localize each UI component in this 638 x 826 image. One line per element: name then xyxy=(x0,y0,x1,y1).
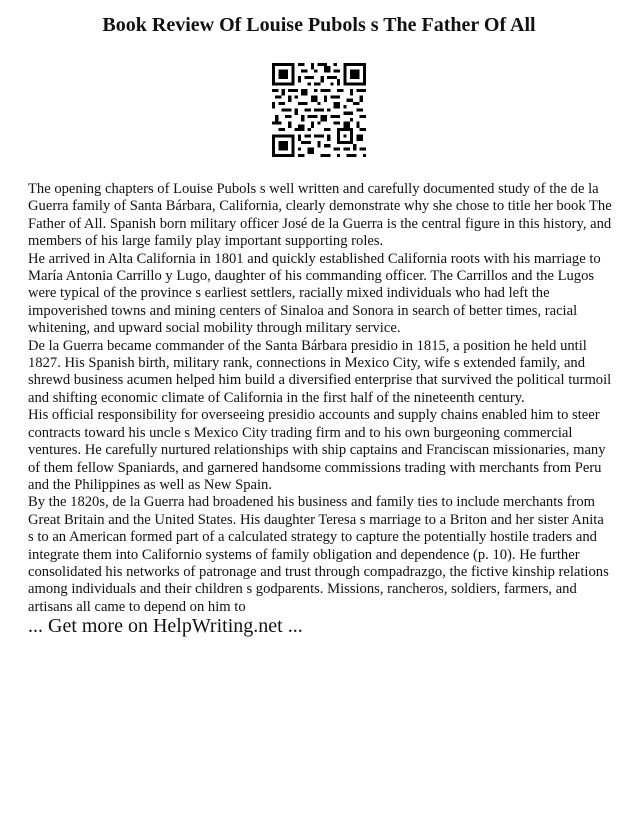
paragraph: The opening chapters of Louise Pubols s well written and carefully documented study of the de la Guerra family of Santa Bárbara, California, clearly demonstrate why she chose to title her book The Father of All. Spanish born military officer José de la Guerra is the central figure in this history, and members of his large family play important supporting roles. xyxy=(28,181,612,250)
get-more-link[interactable]: ... Get more on HelpWriting.net ... xyxy=(28,615,303,637)
paragraph: He arrived in Alta California in 1801 and quickly established California roots with his marriage to María Antonia Carrillo y Lugo, daughter of his commanding officer. The Carrillos and the Lugos were typical of the province s earliest settlers, racially mixed individuals who had left the impoverished towns and mining centers of Sinaloa and Sonora in search of better times, racial whitening, and upward social mobility through military service. xyxy=(28,250,601,337)
document-title: Book Review Of Louise Pubols s The Father Of All xyxy=(102,14,536,36)
qr-code-icon xyxy=(272,63,366,157)
article-body xyxy=(28,181,612,616)
paragraph: By the 1820s, de la Guerra had broadened his business and family ties to include merchants from Great Britain and the United States. His daughter Teresa s marriage to a Briton and her sister Anita s to an American formed part of a calculated strategy to capture the potentially hostile traders and integrate them into Californio systems of family obligation and dependence (p. 10). He further consolidated his networks of patronage and trust through compadrazgo, the fictive kinship relations among individuals and their children s godparents. Missions, rancheros, soldiers, farmers, and artisans all came to depend on him to xyxy=(28,494,609,615)
paragraph: His official responsibility for overseeing presidio accounts and supply chains enabled him to steer contracts toward his uncle s Mexico City trading firm and to his own burgeoning commercial ventures. He carefully nurtured relationships with ship captains and Franciscan missionaries, many of them fellow Spaniards, and garnered handsome commissions trading with merchants from Peru and the Philippines as well as New Spain. xyxy=(28,407,606,493)
paragraph: De la Guerra became commander of the Santa Bárbara presidio in 1815, a position he held until 1827. His Spanish birth, military rank, connections in Mexico City, wife s extended family, and shrewd business acumen helped him build a diversified enterprise that survived the political turmoil and shifting economic climate of California in the first half of the nineteenth century. xyxy=(28,337,612,406)
